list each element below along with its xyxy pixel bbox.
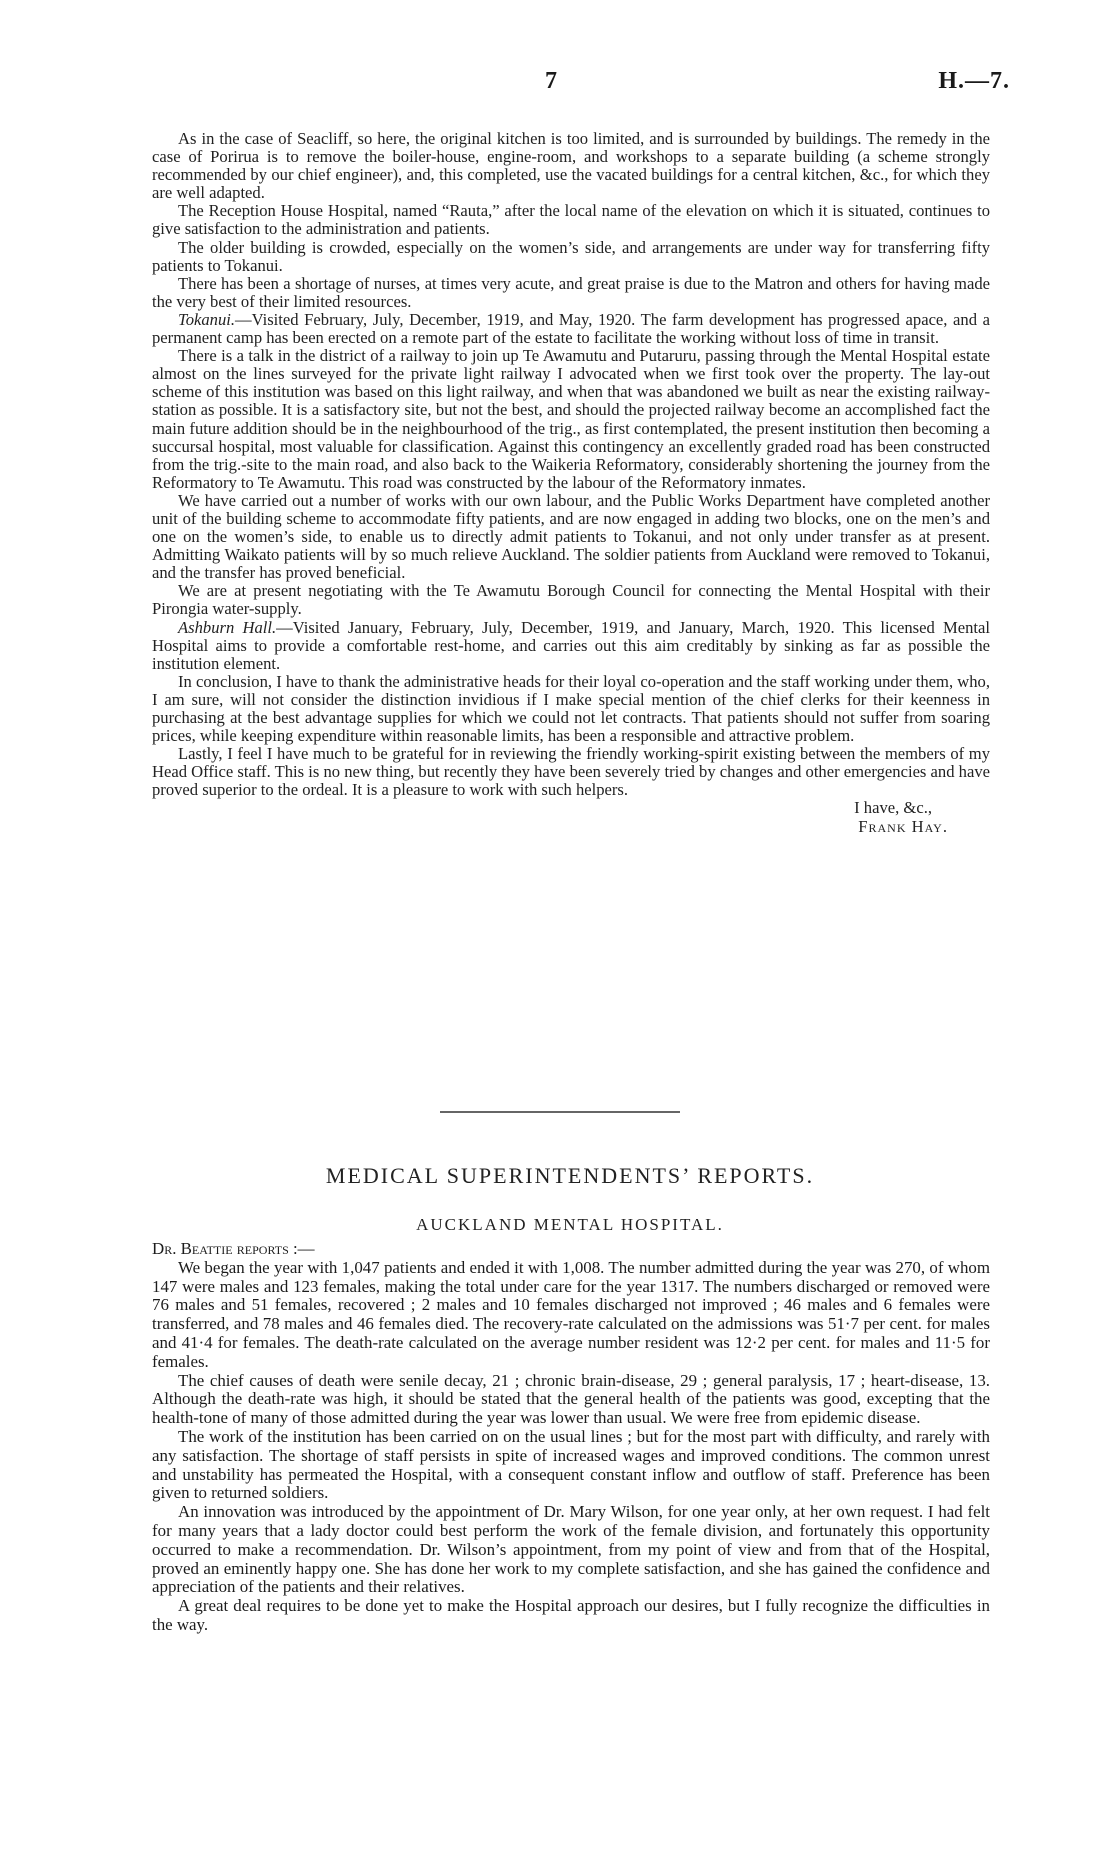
paragraph: We are at present negotiating with the Te Awamutu Borough Council for connecting the Mental Hospital with their Pirongia water-supply. — [152, 581, 990, 619]
paragraph: We have carried out a number of works with our own labour, and the Public Works Department have completed another unit of the building scheme to accommodate fifty patients, and are now engaged in adding two blocks, one on the men’s and one on the women’s side, to enable us to directly admit patients to Tokanui, and not only under transfer as at present. Admitting Waikato patients will by so much relieve Auckland. The soldier patients from Auckland were removed to Tokanui, and the transfer has proved beneficial. — [152, 490, 990, 583]
page-header — [150, 68, 1010, 98]
paragraph: We began the year with 1,047 patients and ended it with 1,008. The number admitted during the year was 270, of whom 147 were males and 123 females, making the total under care for the year 1317. The numbers discharged or removed were 76 males and 51 females, recovered ; 2 males and 10 females discharged not improved ; 46 males and 6 females were transferred, and 78 males and 46 females died. The recovery-rate calculated on the admissions was 51·7 per cent. for males and 41·4 for females. The death-rate calculated on the average number resident was 12·2 per cent. for males and 11·5 for females. — [152, 1257, 990, 1371]
section-title: MEDICAL SUPERINTENDENTS’ REPORTS. — [325, 1163, 815, 1188]
paragraph: An innovation was introduced by the appointment of Dr. Mary Wilson, for one year only, at her own request. I had felt for many years that a lady doctor could best perform the work of the female division, and fortunately this opportunity occurred to make a recommendation. Dr. Wilson’s appointment, from my point of view and from that of the Hospital, proved an eminently happy one. She has done her work to my complete satisfaction, and she has gained the confidence and appreciation of the patients and their relatives. — [152, 1502, 990, 1597]
paragraph: The older building is crowded, especially on the women’s side, and arrangements are under way for transferring fifty patients to Tokanui. — [152, 237, 990, 275]
document-code: H.—7. — [938, 68, 1010, 94]
paragraph: There is a talk in the district of a railway to join up Te Awamutu and Putaruru, passing through the Mental Hospital estate almost on the lines surveyed for the private light railway I advocated when we first took over the property. The lay-out scheme of this institution was based on this light railway, and when that was abandoned we built as near the existing railway-station as possible. It is a satisfactory site, but not the best, and should the projected railway become an accomplished fact the main future addition should be in the neighbourhood of the trig., as first contemplated, the present institution then becoming a succursal hospital, most valuable for classification. Against this contingency an excellently graded road has been constructed from the trig.-site to the main road, and also back to the Waikeria Reformatory, considerably shortening the journey from the Reformatory to Te Awamutu. This road was constructed by the labour of the Reformatory inmates. — [152, 346, 990, 492]
section-divider — [440, 1111, 680, 1113]
paragraph-lead: Tokanui. — [178, 309, 236, 329]
paragraph: As in the case of Seacliff, so here, the original kitchen is too limited, and is surrounded by buildings. The remedy in the case of Porirua is to remove the boiler-house, engine-room, and workshops to a separate building (a scheme strongly recommended by our chief engineer), and, this completed, use the vacated buildings for a central kitchen, &c., for which they are well adapted. — [152, 129, 990, 203]
paragraph: Lastly, I feel I have much to be grateful for in reviewing the friendly working-spirit existing between the members of my Head Office staff. This is no new thing, but recently they have been severely tried by changes and other emergencies and have proved superior to the ordeal. It is a pleasure to work with such helpers. — [152, 744, 990, 800]
closing-text: I have, &c., — [854, 798, 932, 818]
paragraph-lead: Ashburn Hall. — [178, 617, 277, 637]
paragraph: Tokanui.—Visited February, July, December, 1919, and May, 1920. The farm development has progressed apace, and a permanent camp has been erected on a remote part of the estate to facilitate the working without loss of time in transit. — [152, 309, 990, 348]
report-intro: Dr. Beattie reports :— — [152, 1239, 315, 1258]
paragraph: In conclusion, I have to thank the administrative heads for their loyal co-operation and the staff working under them, who, I am sure, will not consider the distinction invidious if I make special mention of the chief clerks for their keenness in purchasing at the best advantage supplies for which we could not let contracts. That patients should not suffer from soaring prices, while keeping expenditure within reasonable limits, has been a responsible and attractive problem. — [152, 671, 990, 746]
paragraph: The Reception House Hospital, named “Rauta,” after the local name of the elevation on which it is situated, continues to give satisfaction to the administration and patients. — [152, 201, 990, 239]
paragraph: The work of the institution has been carried on on the usual lines ; but for the most part with difficulty, and rarely with any satisfaction. The shortage of staff persists in spite of increased wages and improved conditions. The common unrest and unstability has permeated the Hospital, with a consequent constant inflow and outflow of staff. Preference has been given to returned soldiers. — [152, 1426, 990, 1503]
paragraph: There has been a shortage of nurses, at times very acute, and great praise is due to the Matron and others for having made the very best of their limited resources. — [152, 273, 990, 311]
paragraph: Ashburn Hall.—Visited January, February, July, December, 1919, and January, March, 1920. This licensed Mental Hospital aims to provide a comfortable rest-home, and carries out this aim creditably by sinking as far as possible the institution element. — [152, 617, 990, 673]
report-text — [152, 1240, 990, 1635]
continuation-text — [152, 130, 990, 836]
paragraph: A great deal requires to be done yet to make the Hospital approach our desires, but I fully recognize the difficulties in the way. — [152, 1596, 990, 1634]
closing-line — [152, 799, 990, 817]
paragraph: The chief causes of death were senile decay, 21 ; chronic brain-disease, 29 ; general paralysis, 17 ; heart-disease, 13. Although the death-rate was high, it should be stated that the general health of the patients was good, excepting that the health-tone of many of those admitted during the year was lower than usual. We were free from epidemic disease. — [152, 1370, 990, 1428]
subsection-title: AUCKLAND MENTAL HOSPITAL. — [416, 1215, 724, 1234]
page-number: 7 — [545, 68, 557, 94]
signature: Frank Hay. — [858, 816, 948, 836]
